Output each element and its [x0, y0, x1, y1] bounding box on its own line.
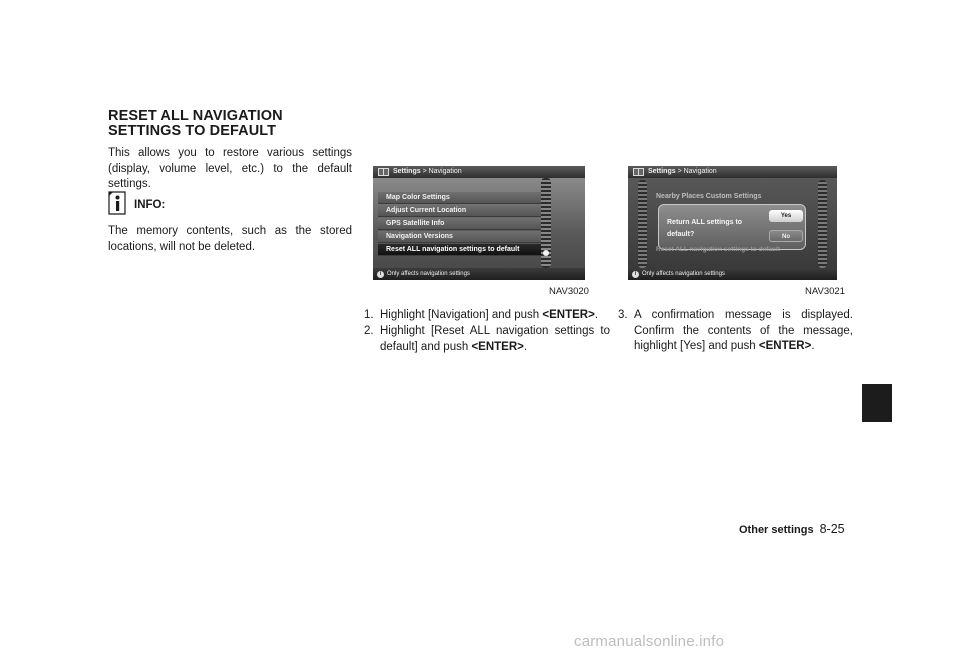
step-text: Highlight [Navigation] and push	[380, 309, 543, 321]
step-text: A confirmation message is displayed. Confirm the contents of the message, highlight [Yes] and push	[634, 309, 853, 352]
step-key: <ENTER>	[471, 340, 524, 353]
yes-button[interactable]: Yes	[769, 210, 803, 222]
right-wheel-decoration	[818, 180, 827, 268]
scroll-knob-icon	[543, 250, 549, 256]
footer-page-number: 8-25	[819, 522, 845, 536]
dialog-message: Return ALL settings to default?	[667, 219, 743, 238]
settings-menu-icon	[633, 168, 644, 176]
left-wheel-decoration	[638, 180, 647, 268]
menu-item-nav-versions[interactable]: Navigation Versions	[378, 231, 542, 243]
step-number: 2.	[364, 325, 374, 337]
step-number: 3.	[618, 309, 628, 321]
step-key: <ENTER>	[758, 340, 812, 352]
screen2-footer-note: Only affects navigation settings	[642, 271, 725, 277]
info-circle-icon: i	[632, 271, 639, 278]
screen1-footer	[373, 268, 585, 280]
screen1-title: Settings	[393, 168, 421, 175]
screen2-caption: NAV3021	[805, 286, 845, 297]
screenshot-confirmation	[628, 166, 837, 280]
info-circle-icon: i	[377, 271, 384, 278]
step-1	[364, 308, 610, 324]
screen2-breadcrumb: > Navigation	[677, 168, 717, 175]
confirm-dialog	[658, 204, 806, 250]
screen1-list	[373, 178, 585, 268]
watermark: carmanualsonline.info	[574, 633, 725, 650]
step-end: .	[594, 309, 599, 321]
screen1-breadcrumb: > Navigation	[422, 168, 462, 175]
info-icon	[108, 191, 127, 215]
page-footer	[739, 522, 845, 536]
step-key: <ENTER>	[542, 309, 595, 321]
info-label: INFO:	[134, 199, 166, 211]
step-end: .	[811, 340, 815, 352]
screenshot-navigation-menu	[373, 166, 585, 280]
step-3	[618, 308, 853, 355]
screen1-caption: NAV3020	[549, 286, 589, 297]
footer-section-name: Other settings	[739, 524, 814, 536]
info-paragraph: The memory contents, such as the stored locations, will not be deleted.	[108, 225, 352, 253]
section-thumb-tab	[862, 384, 892, 422]
no-button[interactable]: No	[769, 230, 803, 242]
menu-item-gps-info[interactable]: GPS Satellite Info	[378, 218, 542, 230]
section-title: RESET ALL NAVIGATION SETTINGS TO DEFAULT	[108, 108, 283, 139]
dimmed-footer: Reset ALL navigation settings to default	[656, 246, 780, 253]
menu-item-adjust-location[interactable]: Adjust Current Location	[378, 205, 542, 217]
intro-paragraph: This allows you to restore various settings (display, volume level, etc.) to the default settings.	[108, 147, 352, 190]
dimmed-heading: Nearby Places Custom Settings	[656, 193, 762, 200]
step-number: 1.	[364, 309, 374, 321]
step-text: Highlight [Reset ALL navigation settings to default] and push	[380, 325, 610, 353]
step-end: .	[523, 340, 528, 353]
menu-item-reset-all[interactable]: Reset ALL navigation settings to default	[378, 244, 542, 256]
settings-menu-icon	[378, 168, 389, 176]
screen2-footer	[628, 268, 837, 280]
screen2-titlebar	[628, 166, 837, 178]
screen1-titlebar	[373, 166, 585, 178]
menu-item-map-color[interactable]: Map Color Settings	[378, 192, 542, 204]
screen1-footer-note: Only affects navigation settings	[387, 271, 470, 277]
step-2	[364, 324, 610, 355]
screen2-title: Settings	[648, 168, 676, 175]
